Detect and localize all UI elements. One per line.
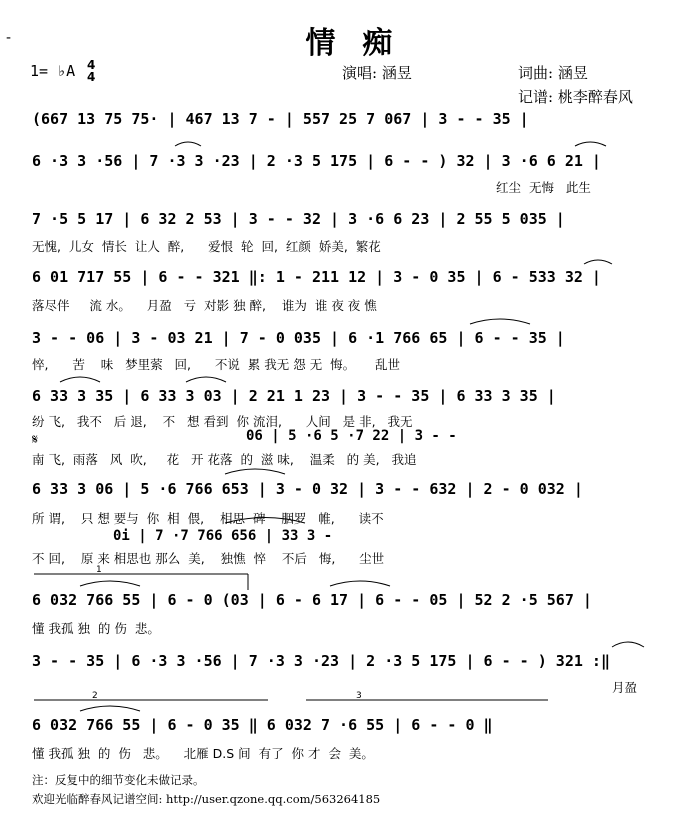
composer-credit: 词曲: 涵昱	[518, 64, 588, 82]
score-row-2-notes: 6 ·3 3 ·56 | 7 ·3 3 ·23 | 2 ·3 5 175 | 6 - - ) 32 | 3 ·6 6 21 |	[32, 152, 601, 170]
score-row-3-notes: 7 ·5 5 17 | 6 32 2 53 | 3 - - 32 | 3 ·6 6 23 | 2 55 5 035 |	[32, 210, 565, 228]
score-row-5-notes: 3 - - 06 | 3 - 03 21 | 7 - 0 035 | 6 ·1 766 65 | 6 - - 35 |	[32, 329, 565, 347]
score-row-1-notes: (667 13 75 75· | 467 13 7 - | 557 25 7 067 | 3 - - 35 |	[32, 110, 529, 128]
score-row-8-notes: 6 032 766 55 | 6 - 0 (03 | 6 - 6 17 | 6 - - 05 | 52 2 ·5 567 |	[32, 591, 592, 609]
score-row-10-lyrics: 懂 我孤 独 的 伤 悲。 北雁 D.S 间 有了 你 才 会 美。	[32, 746, 374, 761]
volta-2-label: 2	[92, 691, 98, 701]
score-row-8-lyrics: 懂 我孤 独 的 伤 悲。	[32, 621, 160, 636]
song-title: 情 痴	[305, 26, 395, 61]
score-row-10-notes: 6 032 766 55 | 6 - 0 35 ‖ 6 032 7 ·6 55 | 6 - - 0 ‖	[32, 716, 493, 734]
footer-welcome: 欢迎光临醉春风记谱空间: http://user.qzone.qq.com/563264185	[32, 792, 381, 806]
score-row-7b-lyrics: 不 回, 原 来 相思也 那么 美, 独憔 悴 不后 悔, 尘世	[32, 551, 385, 566]
score-row-6-lyrics: 纷 飞, 我不 后 退, 不 想 看到 你 流泪, 人间 是 非, 我无	[32, 414, 413, 429]
score-row-4-lyrics: 落尽伴 流 水。 月盈 亏 对影 独 醉, 谁为 谁 夜 夜 憔	[32, 298, 377, 313]
footer-note: 注：反复中的细节变化未做记录。	[32, 773, 205, 787]
transcriber-credit: 记谱: 桃李醉春风	[518, 88, 633, 106]
volta-3-label: 3	[356, 691, 362, 701]
score-row-4-notes: 6 01 717 55 | 6 - - 321 ‖: 1 - 211 12 | 3 - 0 35 | 6 - 533 32 |	[32, 268, 601, 286]
score-row-5-lyrics: 悴, 苦 味 梦里萦 回, 不说 累 我无 怨 无 悔。 乱世	[32, 357, 401, 372]
score-row-7b-notes: 0i | 7 ·7 766 656 | 33 3 -	[113, 528, 333, 544]
time-signature-numerator: 4	[87, 58, 96, 72]
key-signature: 1= ♭A	[30, 62, 76, 80]
score-row-6-notes: 6 33 3 35 | 6 33 3 03 | 2 21 1 23 | 3 - - 35 | 6 33 3 35 |	[32, 387, 556, 405]
volta-1-label: 1	[96, 565, 102, 575]
score-row-9-notes: 3 - - 35 | 6 ·3 3 ·56 | 7 ·3 3 ·23 | 2 ·3 5 175 | 6 - - ) 321 :‖	[32, 652, 610, 670]
score-row-7-lyrics: 所 谓, 只 想 要与 你 相 偎, 相思 碑 胭罗 帷, 读不	[32, 511, 384, 526]
corner-mark: -	[6, 30, 12, 46]
time-signature-denominator: 4	[87, 70, 96, 84]
singer-credit: 演唱: 涵昱	[342, 64, 412, 82]
score-row-9-lyrics: 月盈	[612, 680, 638, 695]
score-row-2-lyrics: 红尘 无悔 此生	[496, 180, 591, 195]
score-row-7-notes: 6 33 3 06 | 5 ·6 766 653 | 3 - 0 32 | 3 - - 632 | 2 - 0 032 |	[32, 480, 583, 498]
segno-icon: 𝄋	[32, 432, 39, 448]
score-row-6b-lyrics: 南 飞, 雨落 风 吹, 花 开 花落 的 滋 味, 温柔 的 美, 我追	[32, 452, 417, 467]
score-row-3-lyrics: 无愧, 儿女 情长 让人 醉, 爱恨 轮 回, 红颜 娇美, 繁花	[32, 239, 381, 254]
score-row-6b-notes: 06 | 5 ·6 5 ·7 22 | 3 - -	[246, 428, 457, 444]
